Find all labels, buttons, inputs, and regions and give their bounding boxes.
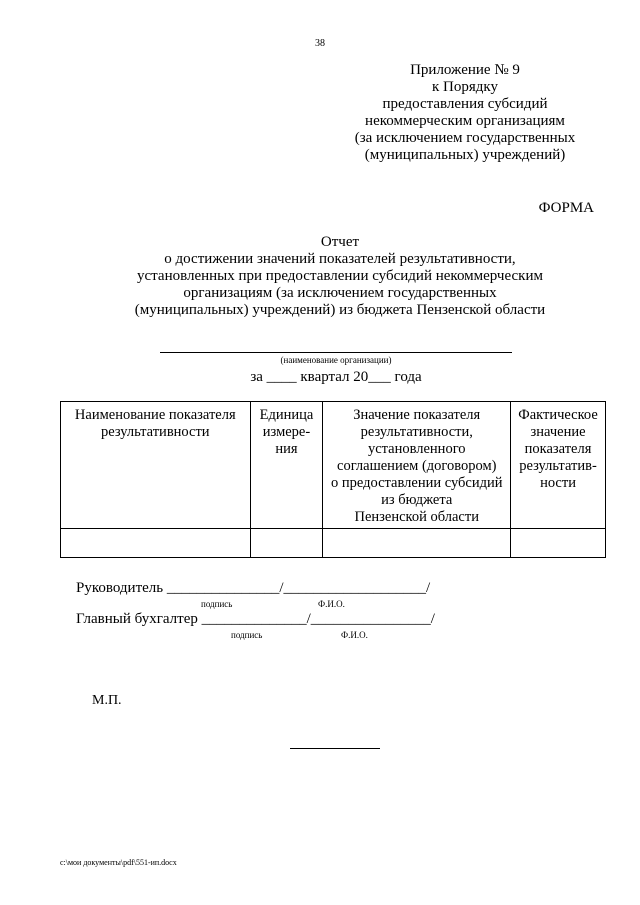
stamp-label: М.П. [92, 693, 122, 708]
accountant-signature-caption: подпись [231, 630, 263, 640]
header-indicator-name: Наименование показателя результативности [61, 402, 251, 529]
table-cell [250, 529, 323, 558]
head-signature-line: Руководитель _______________/___________________/ [76, 580, 431, 596]
report-title-line: (муниципальных) учреждений) из бюджета Пензенской области [134, 302, 546, 318]
indicator-table [60, 401, 606, 558]
annex-line: (за исключением государственных [354, 130, 576, 146]
annex-line: Приложение № 9 [410, 62, 520, 78]
accountant-name-caption: Ф.И.О. [341, 630, 368, 640]
report-title-line: Отчет [320, 234, 360, 250]
table-cell [61, 529, 251, 558]
annex-line: к Порядку [432, 79, 498, 95]
table-cell [511, 529, 606, 558]
table-row [61, 529, 606, 558]
report-title-line: установленных при предоставлении субсидий некоммерческим [137, 268, 543, 284]
annex-line: предоставления субсидий [382, 96, 548, 112]
header-unit: Единица измере- ния [250, 402, 323, 529]
file-path-footer: c:\мои документы\pdf\551-ип.docx [60, 858, 177, 867]
page-number: 38 [315, 38, 325, 49]
quarter-line: за ____ квартал 20___ года [250, 369, 422, 385]
accountant-signature-line: Главный бухгалтер ______________/________________/ [76, 611, 435, 627]
table-header-row [61, 402, 606, 529]
closing-rule [290, 748, 380, 749]
annex-line: (муниципальных) учреждений) [364, 147, 566, 163]
annex-line: некоммерческим организациям [365, 113, 565, 129]
report-title-line: о достижении значений показателей результативности, [164, 251, 516, 267]
header-actual-value: Фактическое значение показателя результатив- ности [511, 402, 606, 529]
organization-name-line [160, 352, 512, 353]
organization-caption: (наименование организации) [280, 355, 392, 365]
report-title-line: организациям (за исключением государственных [183, 285, 497, 301]
head-signature-caption: подпись [201, 599, 233, 609]
head-name-caption: Ф.И.О. [318, 599, 345, 609]
table-cell [323, 529, 511, 558]
header-planned-value: Значение показателя результативности, установленного соглашением (договором) о предоставлении субсидий из бюджета Пензенской области [323, 402, 511, 529]
report-title [60, 234, 620, 319]
annex-heading [330, 62, 600, 164]
form-label: ФОРМА [538, 200, 594, 216]
